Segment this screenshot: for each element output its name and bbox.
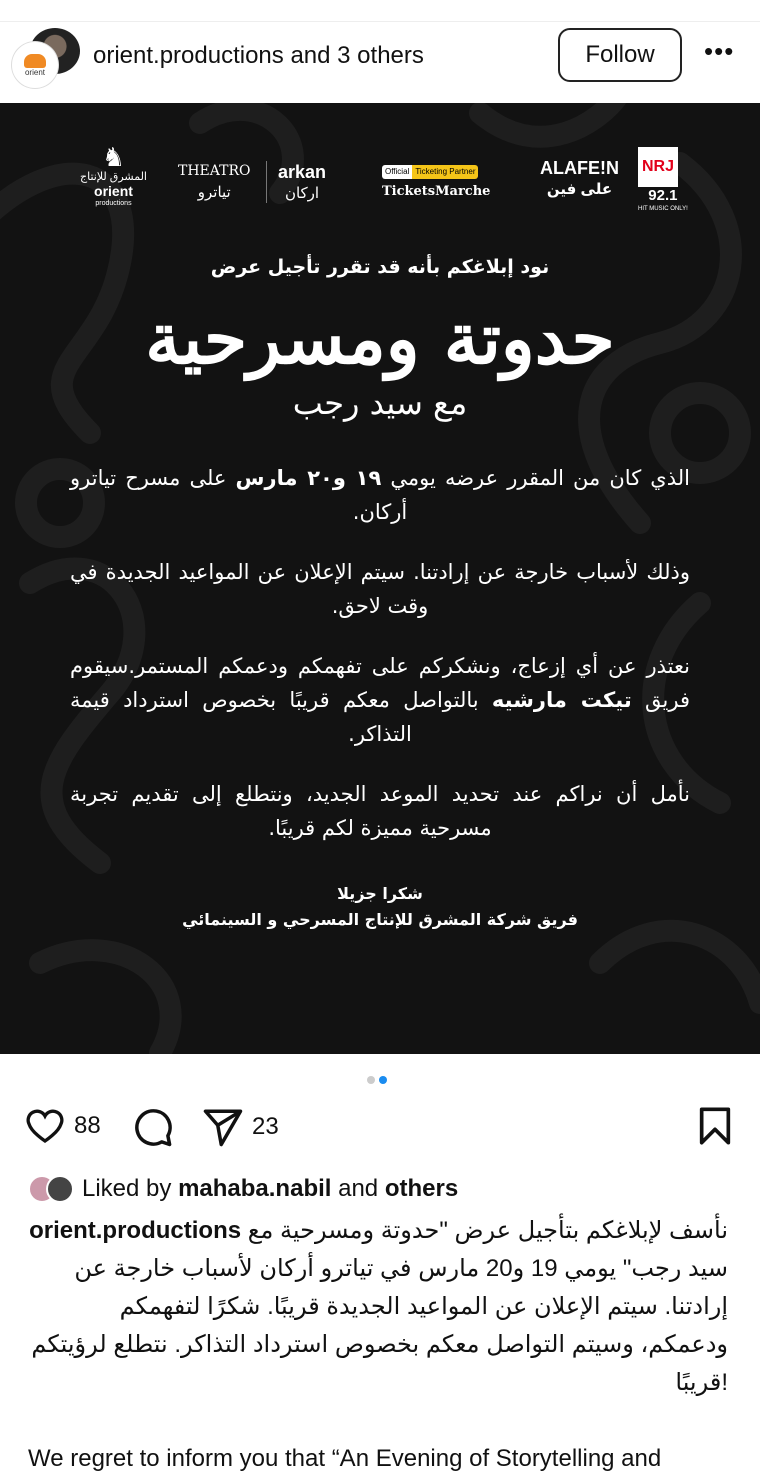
share-count[interactable]: 23: [252, 1113, 279, 1140]
orient-logo-text: orient: [94, 183, 133, 199]
share-button[interactable]: [202, 1106, 279, 1148]
liked-others[interactable]: others: [384, 1175, 459, 1202]
poster-paragraph-4: نأمل أن نراكم عند تحديد الموعد الجديد، ونتطلع إلى تقديم تجربة مسرحية مميزة لكم قريبًا.: [70, 782, 690, 840]
poster-content: [0, 253, 760, 933]
p3-text: نعتذر عن أي إزعاج، ونشكركم على تفهمكم ودعمكم المستمر.سيقوم فريق: [70, 654, 690, 712]
save-button[interactable]: [698, 1106, 732, 1146]
author-others[interactable]: and 3 others: [290, 42, 424, 69]
more-options-icon[interactable]: •••: [704, 36, 735, 66]
caption-english: We regret to inform you that “An Evening of Storytelling and: [28, 1445, 662, 1472]
follow-button[interactable]: Follow: [558, 28, 682, 82]
ticketsmarche-text: TicketsMarche: [382, 184, 491, 199]
post-author[interactable]: [93, 42, 424, 70]
theatro-text: THEATRO: [178, 163, 251, 179]
arkan-ar: اركان: [284, 185, 320, 202]
bookmark-icon: [698, 1106, 732, 1146]
liked-and: and: [338, 1175, 379, 1202]
collab-avatars[interactable]: [12, 28, 72, 88]
poster-team: فريق شركة المشرق للإنتاج المسرحي و السينمائي: [182, 910, 578, 929]
alafein-ar: على فين: [546, 181, 613, 198]
nrj-logo: [638, 147, 688, 213]
alafein-logo: [540, 157, 619, 201]
poster-paragraph-3: [0, 649, 760, 751]
poster-subtitle: مع سيد رجب: [292, 384, 468, 422]
author-username[interactable]: orient.productions: [93, 42, 284, 69]
theatro-ar: تياترو: [197, 183, 231, 201]
ticketsmarche-logo: [382, 165, 490, 201]
horse-icon: ♞: [101, 142, 126, 172]
arkan-text: arkan: [278, 162, 327, 182]
p1-dates: ١٩ و٢٠ مارس: [235, 466, 382, 490]
carousel-dot-active[interactable]: [379, 1076, 387, 1084]
comment-icon: [132, 1106, 174, 1148]
nrj-frequency: 92.1: [648, 187, 678, 204]
p1-text-end: على مسرح تياترو أركان.: [70, 466, 408, 524]
liked-prefix: Liked by: [82, 1175, 172, 1202]
like-count[interactable]: 88: [74, 1112, 101, 1139]
carousel-dot[interactable]: [367, 1076, 375, 1084]
partner-label: Ticketing Partner: [412, 165, 478, 179]
liked-user[interactable]: mahaba.nabil: [178, 1175, 332, 1202]
poster-thanks: شكرا جزيلا: [337, 884, 423, 903]
avatar-logo-text: orient: [24, 67, 45, 77]
heart-icon: [24, 1106, 66, 1146]
post-header: [0, 22, 760, 103]
theatro-logo: [178, 161, 250, 203]
nrj-text: NRJ: [638, 147, 678, 187]
liked-by[interactable]: [28, 1174, 458, 1204]
poster-paragraph-2: وذلك لأسباب خارجة عن إرادتنا. سيتم الإعلان عن المواعيد الجديدة في وقت لاحق.: [70, 560, 690, 618]
divider: [266, 161, 267, 203]
orient-logo-ar: المشرق للإنتاج: [80, 171, 147, 183]
orient-logo-sub: productions: [95, 200, 132, 207]
alafein-text: ALAFE!N: [540, 158, 619, 178]
lion-logo-icon: [24, 54, 46, 68]
action-bar: [24, 1106, 744, 1152]
caption-arabic-block: [28, 1212, 728, 1402]
poster-title: حدوتة ومسرحية: [145, 297, 615, 380]
poster-intro: نود إبلاغكم بأنه قد تقرر تأجيل عرض: [210, 256, 550, 278]
comment-button[interactable]: [132, 1106, 174, 1148]
orient-logo: [80, 143, 147, 208]
poster-paragraph-1: [0, 461, 760, 529]
sponsor-logos: [60, 143, 700, 223]
status-bar: [0, 0, 760, 22]
p1-text: الذي كان من المقرر عرضه يومي: [381, 466, 690, 490]
arkan-logo: [278, 161, 326, 205]
nrj-tagline: HIT MUSIC ONLY!: [638, 206, 688, 212]
post-caption: [28, 1212, 728, 1478]
send-icon: [202, 1106, 244, 1148]
p3-ticketsmarche: تيكت مارشيه: [491, 688, 632, 712]
orient-avatar: [12, 42, 58, 88]
liker-avatar: [46, 1175, 74, 1203]
official-label: Official: [382, 165, 412, 179]
like-button[interactable]: [24, 1106, 101, 1146]
carousel-indicator: [367, 1076, 387, 1084]
caption-username[interactable]: orient.productions: [29, 1217, 242, 1244]
caption-arabic: نأسف لإبلاغكم بتأجيل عرض "حدوتة ومسرحية مع سيد رجب" يومي 19 و20 مارس في تياترو أركان لأسباب خارجة عن إرادتنا. سيتم الإعلان عن المواعيد الجديدة قريبًا. شكرًا لتفهمكم ودعمكم، وسيتم التواصل معكم بخصوص استرداد التذاكر. نتطلع لرؤيتكم قريبًا!: [31, 1217, 728, 1396]
p3-text-end: بالتواصل معكم قريبًا بخصوص استرداد قيمة التذاكر.: [70, 688, 492, 746]
post-image[interactable]: [0, 103, 760, 1054]
